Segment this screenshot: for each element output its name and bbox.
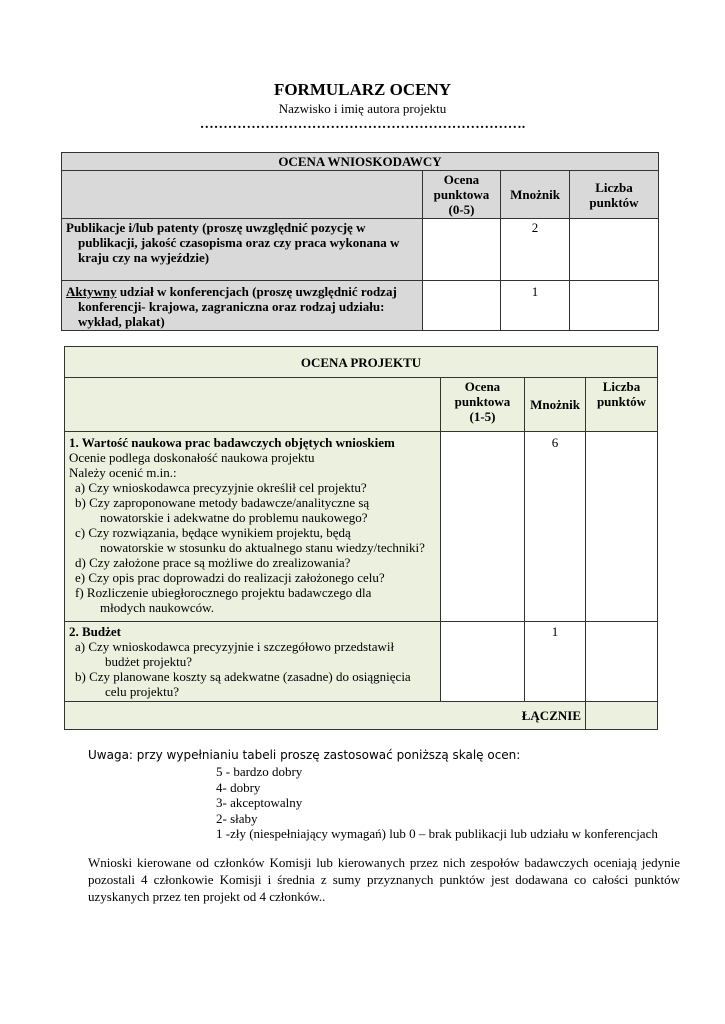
applicant-evaluation-table bbox=[61, 152, 659, 331]
project-col-points: Liczba punktów bbox=[586, 378, 658, 432]
applicant-table-title: OCENA WNIOSKODAWCY bbox=[62, 153, 659, 171]
scale-item: 3- akceptowalny bbox=[216, 795, 303, 810]
points-input-conferences[interactable] bbox=[570, 281, 659, 331]
criterion-scientific-value: 1. Wartość naukowa prac badawczych objętych wnioskiem Ocenie podlega doskonałość naukowa projektu Należy ocenić m.in.: a) Czy wnioskodawca precyzyjnie określił cel projektu? b) Czy zaproponowane metody badawcze/analityczne są nowatorskie i adekwatne do problemu naukowego? c) Czy rozwiązania, będące wynikiem projektu, będą nowatorskie w stosunku do aktualnego stanu wiedzy/techniki? d) Czy założone prace są możliwe do zrealizowania? e) Czy opis prac doprowadzi do realizacji założonego celu? f) Rozliczenie ubiegłorocznego projektu badawczego dla młodych naukowców. bbox=[65, 432, 441, 622]
total-label: ŁĄCZNIE bbox=[65, 702, 586, 730]
criterion-conferences: Aktywny udział w konferencjach (proszę uwzględnić rodzaj konferencji- krajowa, zagraniczna oraz rodzaj udziału: wykład, plakat) bbox=[62, 281, 423, 331]
scale-note: Uwaga: przy wypełnianiu tabeli proszę zastosować poniższą skalę ocen: bbox=[88, 748, 521, 762]
project-table-title: OCENA PROJEKTU bbox=[65, 347, 658, 378]
multiplier-conferences: 1 bbox=[501, 281, 570, 331]
multiplier-budget: 1 bbox=[525, 622, 586, 702]
score-input-budget[interactable] bbox=[441, 622, 525, 702]
criterion-publications: Publikacje i/lub patenty (proszę uwzględnić pozycję w publikacji, jakość czasopisma oraz czy praca wykonana w kraju czy na wyjeździe) bbox=[62, 219, 423, 281]
scale-item: 1 -zły (niespełniający wymagań) lub 0 – brak publikacji lub udziału w konferencjach bbox=[216, 826, 658, 841]
author-name-label: Nazwisko i imię autora projektu bbox=[278, 101, 447, 116]
project-evaluation-table bbox=[64, 346, 658, 730]
points-input-publications[interactable] bbox=[570, 219, 659, 281]
applicant-col-multiplier: Mnożnik bbox=[501, 171, 570, 219]
scale-item: 4- dobry bbox=[216, 779, 261, 795]
score-input-scientific-value[interactable] bbox=[441, 432, 525, 622]
scale-item: 2- słaby bbox=[216, 810, 258, 826]
multiplier-publications: 2 bbox=[501, 219, 570, 281]
author-name-field[interactable]: ……………………………………………………………. bbox=[199, 117, 526, 132]
score-input-publications[interactable] bbox=[423, 219, 501, 281]
project-col-multiplier: Mnożnik bbox=[525, 378, 586, 432]
applicant-header-blank bbox=[62, 171, 423, 219]
score-input-conferences[interactable] bbox=[423, 281, 501, 331]
project-col-score: Ocena punktowa (1-5) bbox=[441, 378, 525, 432]
scale-item: 5 - bardzo dobry bbox=[216, 764, 303, 779]
applicant-col-score: Ocena punktowa (0-5) bbox=[423, 171, 501, 219]
multiplier-scientific-value: 6 bbox=[525, 432, 586, 622]
committee-paragraph: Wnioski kierowane od członków Komisji lub kierowanych przez nich zespołów badawczych oceniają jedynie pozostali 4 członkowie Komisji i średnia z sumy przyznanych punktów jest dodawana co całości punktów uzyskanych przez ten projekt od 4 członków.. bbox=[88, 855, 680, 904]
points-input-budget[interactable] bbox=[586, 622, 658, 702]
project-header-blank bbox=[65, 378, 441, 432]
points-input-scientific-value[interactable] bbox=[586, 432, 658, 622]
total-points-input[interactable] bbox=[586, 702, 658, 730]
criterion-budget: 2. Budżet a) Czy wnioskodawca precyzyjnie i szczegółowo przedstawił budżet projektu? b) Czy planowane koszty są adekwatne (zasadne) do osiągnięcia celu projektu? bbox=[65, 622, 441, 702]
form-title: FORMULARZ OCENY bbox=[273, 80, 452, 99]
applicant-col-points: Liczba punktów bbox=[570, 171, 659, 219]
rating-scale bbox=[216, 764, 658, 842]
